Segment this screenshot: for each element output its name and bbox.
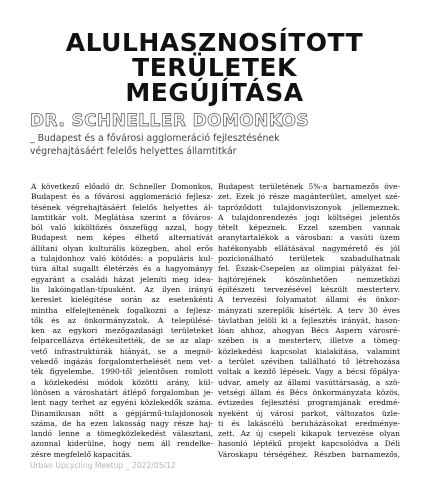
text-line: nyeként új városi parkot, változatos üzle- (218, 408, 400, 418)
role-line: _ Budapest és a fővárosi agglomeráció fejlesztésének (30, 133, 280, 144)
text-line: aranytartalékok a városban: a vasúti üzem (218, 233, 400, 243)
text-line: ken az egykori mezőgazdasági területeket (31, 326, 213, 336)
text-line: zésre megfelelő kapacitás. (31, 449, 132, 459)
text-line: A következő előadó dr. Schneller Domonkos, (31, 182, 213, 191)
text-line: tapróződott tulajdonviszonyok jellemeznek. (218, 202, 400, 212)
text-line: mányzati szereplők kísérték. A terv 30 éves (218, 305, 400, 315)
text-line: felparcellázva értékesítették, de se az alap- (31, 336, 213, 346)
role-line: végrehajtásáért felelős helyettes államtitkár (30, 146, 237, 157)
text-line: hajtórejének köszönhetően nemzetközi (218, 274, 400, 284)
text-line: közlekedési kapcsolat kialakítása, valamint (218, 346, 400, 356)
text-line: évtizedes fejlesztési programjának eredmé- (218, 398, 400, 408)
text-line: zett. Az új csepeli kikapuk tervezése olyan (218, 429, 400, 439)
text-line: Budapest nem képes élhető alternatívát (31, 233, 213, 243)
author-role (30, 132, 420, 158)
text-line: lönösen a városhatárt átlépő forgalomban je- (31, 387, 213, 397)
text-line: hatékonyabb ellátásával nagymérető és jól (218, 243, 400, 253)
text-line: udvar, amely az állami vasúttársaság, a szö- (218, 377, 400, 387)
text-line: azonnal kiderülne, hogy nem áll rendelke- (31, 439, 213, 449)
text-line: egyaránt a családi házat jeleníti meg idea- (31, 274, 213, 284)
text-line: tételt képeznek. Ezzel szemben vannak (218, 223, 400, 233)
author-name: DR. SCHNELLER DOMONKOS (30, 111, 310, 131)
title-line: MEGÚJÍTÁSA (125, 78, 304, 107)
text-line: szében is a mesterterv, illetve a tömeg- (218, 336, 400, 346)
text-line: ból való kiköltözés összefügg azzal, hogy (31, 223, 213, 233)
text-line: vető infrastruktúrák hiányát, se a megnö- (31, 346, 213, 356)
text-line: tésének végrehajtásáért felelős helyettes ál- (31, 202, 213, 212)
text-line: távlatban jelöli ki a fejlesztés irányát, hason- (218, 315, 400, 325)
text-line: száma, de ha ezen lakosság nagy része haj- (31, 418, 213, 428)
text-line: építészeti tervezésével készült mesterterv. (218, 284, 400, 294)
text-line: tők és az önkormányzatok. A településé- (31, 315, 213, 325)
text-line: landó lenne a tömegközlekedést választani, (31, 429, 213, 439)
text-line: zet. Ezek jó része magánterület, amelyet szé- (218, 192, 400, 202)
text-line: hasonló léptékű projekt kapcsolódva a Déli (218, 439, 400, 449)
text-line: Budapest területének 5%-a barnamezős öve- (218, 182, 400, 191)
text-line: a közlekedési módok közötti arány, kül- (31, 377, 213, 387)
text-line: túra által sugallt életérzés és a hagyományy (31, 264, 213, 274)
text-line: voltak a kezdő lépések. Vagy a bécsi főpálya- (218, 367, 400, 377)
text-line: lóan ahhoz, ahogyan Bécs Aspern városré- (218, 326, 400, 336)
right-text-column (218, 182, 400, 460)
text-line: A tulajdonrendezés jogi költségei jelentős (218, 212, 400, 222)
text-line: lis lakóingatlan-típusként. Az ilyen irányú (31, 284, 213, 294)
title-line: ALULHASZNOSÍTOTT (65, 28, 364, 57)
text-line: fel. Észak-Csepelen az olimpiai pályázat fel- (218, 264, 400, 274)
article-title (0, 30, 429, 105)
text-line: lamtitkár volt. Meglátása szerint a főváros- (31, 212, 213, 222)
footer-event-label: Urban Upcycling Meetup _ 2022/05/12 (30, 461, 176, 470)
title-line: TERÜLETEK (132, 53, 297, 82)
text-line: vekedő ingázás forgalomterhelését nem vet- (31, 357, 213, 367)
text-line: Dinamikusan nőtt a gépjármű-tulajdonosok (31, 408, 213, 418)
text-line: A tervezési folyamatot állami és önkor- (218, 295, 400, 305)
text-line: kereslet kielégítése során az esetenkénti (31, 295, 213, 305)
text-line: vetségi állam és Bécs önkormányzata közös, (218, 387, 400, 397)
text-line: Budapest és a fővárosi agglomeráció fejlesz- (31, 192, 213, 202)
text-line: lent nagy terhet az egyéni közlekedők száma. (31, 398, 213, 408)
text-line: a tulajdonhoz való kötődés: a populáris kul- (31, 254, 213, 264)
left-text-column (31, 182, 213, 460)
text-line: állítani olyan kulturális közegben, ahol erős (31, 243, 213, 253)
text-line: ti és lakáscélú beruházásokat eredménye- (218, 418, 400, 428)
text-line: Városkapu térségéhez. Részben barnamezős, (218, 449, 400, 459)
text-line: pozicionálható területek szabadulhatnak (218, 254, 400, 264)
text-line: ték figyelembe. 1990-től jelentősen romlott (31, 367, 213, 377)
text-line: a terület széviben tallálható tő létrehozása (218, 357, 400, 367)
text-line: mintha elfelejtenének fogalkozni a fejlesz- (31, 305, 213, 315)
